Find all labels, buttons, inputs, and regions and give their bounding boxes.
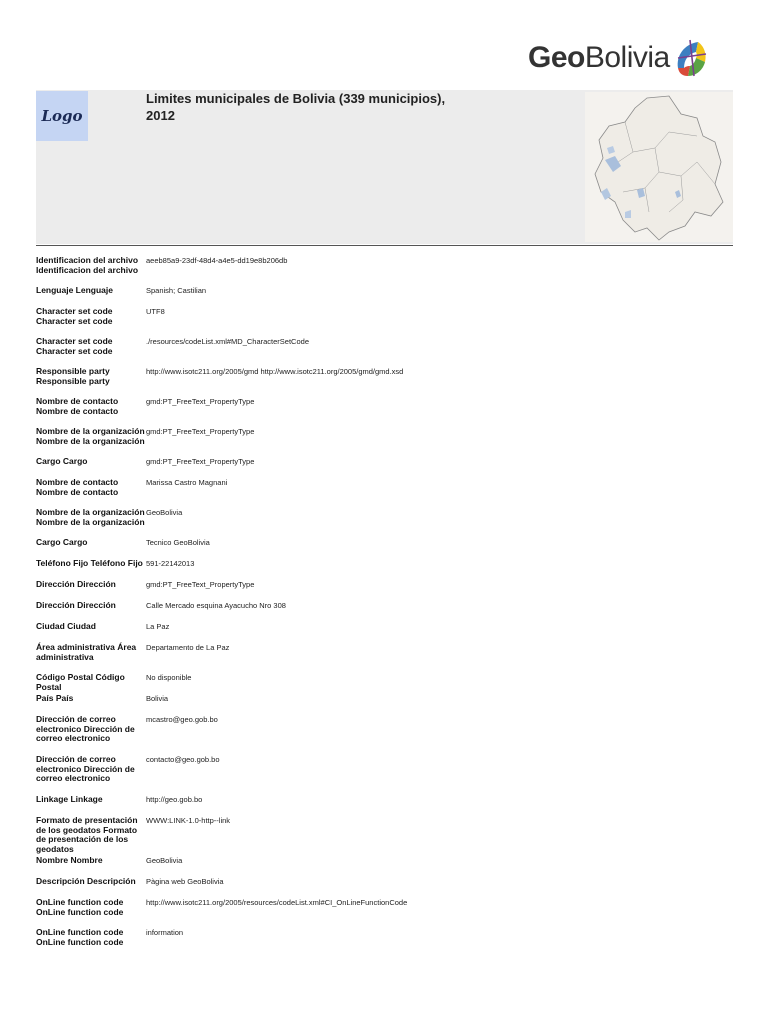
metadata-rows xyxy=(36,256,733,958)
row-label: Dirección de correo electronico Dirección de correo electronico xyxy=(36,754,135,783)
row-value: http://geo.gob.bo xyxy=(146,795,203,804)
row-label: Lenguaje Lenguaje xyxy=(36,285,113,295)
brand-geo: Geo xyxy=(528,41,585,74)
row-label: Dirección Dirección xyxy=(36,579,116,589)
metadata-row xyxy=(36,622,733,643)
row-label: Área administrativa Área administrativa xyxy=(36,642,137,662)
row-label: País País xyxy=(36,693,74,703)
row-value: 591-22142013 xyxy=(146,559,195,568)
row-value: information xyxy=(146,928,184,937)
row-label: Nombre Nombre xyxy=(36,855,103,865)
row-label: Formato de presentación de los geodatos Formato de presentación de los geodatos xyxy=(36,815,138,854)
dataset-title: Limites municipales de Bolivia (339 municipios), 2012 xyxy=(146,91,446,123)
header-divider xyxy=(36,245,733,246)
row-label: Código Postal Código Postal xyxy=(36,672,125,692)
metadata-row xyxy=(36,367,733,397)
row-value: http://www.isotc211.org/2005/gmd http://www.isotc211.org/2005/gmd/gmd.xsd xyxy=(146,367,404,376)
row-value: http://www.isotc211.org/2005/resources/codeList.xml#CI_OnLineFunctionCode xyxy=(146,898,408,907)
metadata-row xyxy=(36,601,733,622)
metadata-row xyxy=(36,427,733,457)
logo-placeholder xyxy=(36,91,88,141)
metadata-row xyxy=(36,397,733,427)
row-value: Tecnico GeoBolivia xyxy=(146,538,210,547)
metadata-row xyxy=(36,694,733,715)
row-value: Spanish; Castilian xyxy=(146,286,207,295)
geobolivia-brand xyxy=(528,34,708,82)
metadata-row xyxy=(36,715,733,755)
row-value: UTF8 xyxy=(146,307,165,316)
row-value: aeeb85a9-23df-48d4-a4e5-dd19e8b206db xyxy=(146,256,288,265)
row-value: Marissa Castro Magnani xyxy=(146,478,228,487)
metadata-row xyxy=(36,286,733,307)
row-value: Departamento de La Paz xyxy=(146,643,230,652)
row-label: Nombre de la organización Nombre de la organización xyxy=(36,426,145,446)
metadata-row xyxy=(36,508,733,538)
metadata-row xyxy=(36,816,733,856)
row-value: gmd:PT_FreeText_PropertyType xyxy=(146,580,255,589)
row-label: Dirección Dirección xyxy=(36,600,116,610)
metadata-row xyxy=(36,256,733,286)
row-label: Nombre de contacto Nombre de contacto xyxy=(36,396,119,416)
metadata-row xyxy=(36,856,733,877)
row-value: Bolivia xyxy=(146,694,169,703)
row-label: Dirección de correo electronico Dirección de correo electronico xyxy=(36,714,135,743)
row-value: Pàgina web GeoBolivia xyxy=(146,877,224,886)
metadata-row xyxy=(36,307,733,337)
row-label: Teléfono Fijo Teléfono Fijo xyxy=(36,558,143,568)
row-label: Ciudad Ciudad xyxy=(36,621,96,631)
brand-bolivia: Bolivia xyxy=(584,41,670,74)
metadata-row xyxy=(36,580,733,601)
metadata-row xyxy=(36,337,733,367)
metadata-row xyxy=(36,755,733,795)
metadata-row xyxy=(36,673,733,694)
geobolivia-logo-icon xyxy=(672,38,708,78)
brand-wordmark xyxy=(528,43,670,73)
row-label: Descripción Descripción xyxy=(36,876,136,886)
row-label: Linkage Linkage xyxy=(36,794,103,804)
row-label: Responsible party Responsible party xyxy=(36,366,110,386)
bolivia-map-thumbnail xyxy=(585,92,733,242)
metadata-row xyxy=(36,457,733,478)
row-label: Identificacion del archivo Identificacion del archivo xyxy=(36,255,139,275)
row-value: GeoBolivia xyxy=(146,856,183,865)
row-value: La Paz xyxy=(146,622,170,631)
row-label: Cargo Cargo xyxy=(36,537,88,547)
row-label: Character set code Character set code xyxy=(36,336,113,356)
metadata-row xyxy=(36,877,733,898)
row-value: ./resources/codeList.xml#MD_CharacterSetCode xyxy=(146,337,309,346)
row-value: WWW:LINK-1.0-http--link xyxy=(146,816,231,825)
row-value: gmd:PT_FreeText_PropertyType xyxy=(146,427,255,436)
metadata-row xyxy=(36,898,733,928)
row-label: Character set code Character set code xyxy=(36,306,113,326)
metadata-row xyxy=(36,928,733,958)
metadata-row xyxy=(36,643,733,673)
row-value: gmd:PT_FreeText_PropertyType xyxy=(146,397,255,406)
metadata-row xyxy=(36,559,733,580)
metadata-row xyxy=(36,478,733,508)
row-value: No disponible xyxy=(146,673,192,682)
metadata-header xyxy=(36,90,733,244)
row-value: GeoBolivia xyxy=(146,508,183,517)
row-label: Nombre de la organización Nombre de la organización xyxy=(36,507,145,527)
row-label: Cargo Cargo xyxy=(36,456,88,466)
row-label: Nombre de contacto Nombre de contacto xyxy=(36,477,119,497)
row-label: OnLine function code OnLine function code xyxy=(36,927,124,947)
row-value: contacto@geo.gob.bo xyxy=(146,755,220,764)
logo-text: Logo xyxy=(41,107,83,125)
row-label: OnLine function code OnLine function code xyxy=(36,897,124,917)
metadata-row xyxy=(36,795,733,816)
row-value: gmd:PT_FreeText_PropertyType xyxy=(146,457,255,466)
row-value: mcastro@geo.gob.bo xyxy=(146,715,218,724)
metadata-row xyxy=(36,538,733,559)
row-value: Calle Mercado esquina Ayacucho Nro 308 xyxy=(146,601,286,610)
